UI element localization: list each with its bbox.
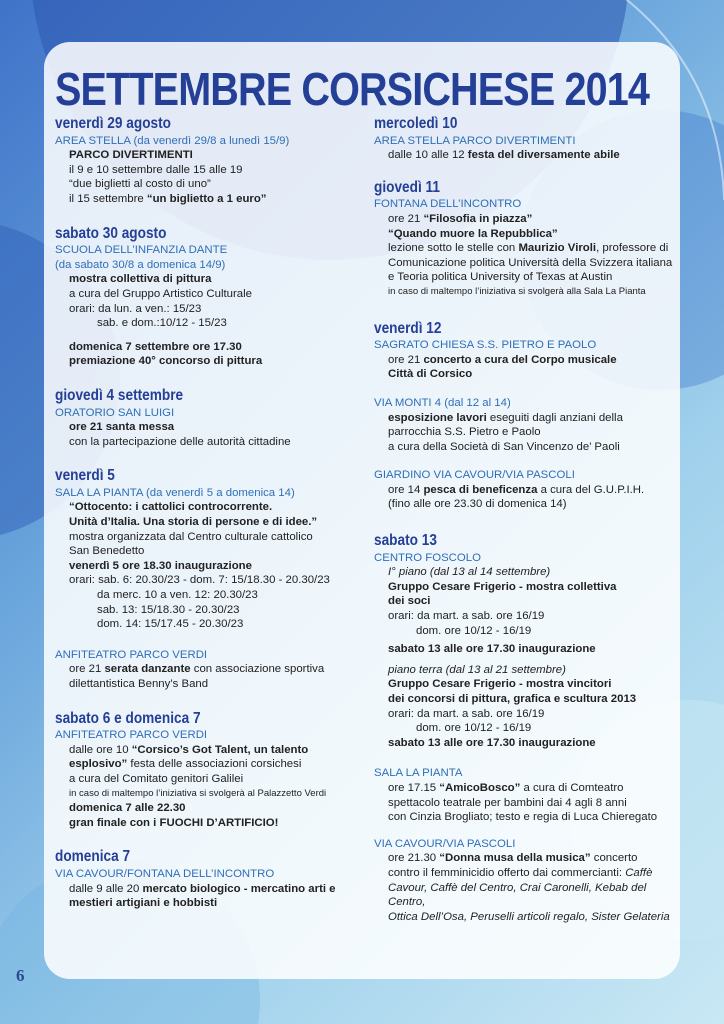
event-line bbox=[374, 866, 674, 881]
text: , professore di bbox=[596, 242, 669, 255]
event-line: domenica 7 alle 22.30 bbox=[69, 802, 186, 815]
location: SAGRATO CHIESA S.S. PIETRO E PAOLO bbox=[374, 339, 597, 352]
text-italic: Caffè bbox=[625, 866, 653, 879]
event-line: spettacolo teatrale per bambini dai 4 agli 8 anni bbox=[388, 796, 627, 809]
page-number: 6 bbox=[16, 966, 25, 985]
event-line: piano terra (dal 13 al 21 settembre) bbox=[388, 663, 566, 676]
event-line bbox=[374, 411, 674, 426]
text: ore 21 bbox=[69, 663, 105, 676]
event-line: “Ottocento: i cattolici controcorrente. bbox=[69, 501, 273, 514]
location: VIA CAVOUR/FONTANA DELL’INCONTRO bbox=[55, 867, 275, 880]
event-line bbox=[374, 851, 674, 866]
day-heading: venerdì 29 agosto bbox=[55, 115, 171, 132]
event-30-agosto bbox=[55, 224, 355, 369]
event-line: mestieri artigiani e hobbisti bbox=[69, 897, 218, 910]
day-heading: mercoledì 10 bbox=[374, 115, 458, 132]
event-line bbox=[55, 882, 355, 897]
day-heading: sabato 13 bbox=[374, 532, 437, 550]
text-bold: esplosivo” bbox=[69, 758, 128, 771]
event-line: in caso di maltempo l’iniziativa si svolgerà al Palazzetto Verdi bbox=[69, 787, 327, 799]
event-line: gran finale con i FUOCHI D’ARTIFICIO! bbox=[69, 816, 279, 829]
event-line: dei soci bbox=[388, 595, 431, 608]
event-line: a cura del Gruppo Artistico Culturale bbox=[69, 287, 252, 300]
text: a cura del G.U.P.I.H. bbox=[537, 483, 645, 496]
text: a cura di Comteatro bbox=[520, 781, 624, 794]
event-line: orari: sab. 6: 20.30/23 - dom. 7: 15/18.30 - 20.30/23 bbox=[69, 574, 330, 587]
event-line bbox=[55, 662, 355, 677]
event-line: dom. ore 10/12 - 16/19 bbox=[416, 722, 532, 735]
location: (da sabato 30/8 a domenica 14/9) bbox=[55, 258, 226, 271]
event-line: dom. 14: 15/17.45 - 20.30/23 bbox=[97, 618, 244, 631]
text-bold: festa del diversamente abile bbox=[467, 149, 620, 162]
event-line: con la partecipazione delle autorità cittadine bbox=[69, 435, 291, 448]
event-line: mostra organizzata dal Centro culturale cattolico bbox=[69, 530, 313, 543]
event-venerdi-12 bbox=[374, 319, 674, 513]
text: festa delle associazioni corsichesi bbox=[127, 758, 302, 771]
text: concerto bbox=[590, 852, 638, 865]
text-bold: mercato biologico - mercatino arti e bbox=[142, 882, 336, 895]
event-giovedi-11 bbox=[374, 178, 674, 300]
text-bold: Maurizio Viroli bbox=[518, 242, 597, 255]
text: ore 21 bbox=[388, 353, 424, 366]
event-line: dilettantistica Benny’s Band bbox=[69, 678, 209, 690]
right-column bbox=[374, 117, 674, 938]
text-bold: “Donna musa della musica” bbox=[439, 852, 591, 865]
event-line: il 9 e 10 settembre dalle 15 alle 19 bbox=[69, 163, 243, 176]
event-line: “due biglietti al costo di uno” bbox=[69, 178, 211, 191]
location: AREA STELLA PARCO DIVERTIMENTI bbox=[374, 134, 576, 147]
event-line: PARCO DIVERTIMENTI bbox=[69, 149, 193, 162]
event-line: sabato 13 alle ore 17.30 inaugurazione bbox=[388, 736, 596, 749]
event-line: (fino alle ore 23.30 di domenica 14) bbox=[388, 498, 567, 511]
text: dalle 10 alle 12 bbox=[388, 149, 468, 162]
text: lezione sotto le stelle con bbox=[388, 242, 519, 255]
event-line bbox=[374, 148, 674, 163]
text: ore 14 bbox=[388, 483, 424, 496]
event-6-7-settembre bbox=[55, 709, 355, 831]
event-line: Gruppo Cesare Frigerio - mostra vincitori bbox=[388, 678, 612, 691]
event-line: Ottica Dell’Osa, Peruselli articoli regalo, Sister Gelateria bbox=[388, 910, 670, 923]
event-line: orari: da mart. a sab. ore 16/19 bbox=[388, 610, 545, 623]
event-line: e Teoria politica University of Texas at Austin bbox=[388, 271, 613, 284]
text-bold: esposizione lavori bbox=[388, 411, 487, 424]
event-29-agosto bbox=[55, 117, 355, 207]
event-line bbox=[374, 781, 674, 796]
text-bold: pesca di beneficenza bbox=[423, 483, 538, 496]
location: SALA LA PIANTA bbox=[374, 767, 463, 780]
event-domenica-7 bbox=[55, 850, 355, 910]
location: ANFITEATRO PARCO VERDI bbox=[55, 648, 208, 661]
location: FONTANA DELL’INCONTRO bbox=[374, 198, 522, 211]
text-bold: “Filosofia in piazza” bbox=[423, 212, 533, 225]
event-line: mostra collettiva di pittura bbox=[69, 273, 212, 286]
page-title: SETTEMBRE CORSICHESE 2014 bbox=[55, 63, 650, 115]
event-line: da merc. 10 a ven. 12: 20.30/23 bbox=[97, 589, 258, 602]
text: dalle 9 alle 20 bbox=[69, 882, 143, 895]
event-mercoledi-10 bbox=[374, 117, 674, 163]
event-5-settembre bbox=[55, 469, 355, 691]
day-heading: venerdì 5 bbox=[55, 467, 115, 485]
event-line bbox=[374, 353, 674, 368]
text: con associazione sportiva bbox=[190, 663, 325, 676]
event-line: Comunicazione politica Università della Svizzera italiana bbox=[388, 256, 673, 269]
event-line: orari: da lun. a ven.: 15/23 bbox=[69, 302, 202, 315]
location: AREA STELLA (da venerdì 29/8 a lunedì 15/9) bbox=[55, 134, 290, 147]
location: SALA LA PIANTA (da venerdì 5 a domenica 14) bbox=[55, 486, 295, 499]
event-line: dom. ore 10/12 - 16/19 bbox=[416, 624, 532, 637]
event-line: sab. 13: 15/18.30 - 20.30/23 bbox=[97, 603, 240, 616]
event-line: “Quando muore la Repubblica” bbox=[388, 227, 558, 240]
event-line: domenica 7 settembre ore 17.30 bbox=[69, 340, 242, 353]
text-bold: “AmicoBosco” bbox=[439, 781, 521, 794]
event-line bbox=[374, 241, 674, 256]
event-line: parrocchia S.S. Pietro e Paolo bbox=[388, 426, 541, 439]
event-line: San Benedetto bbox=[69, 545, 145, 558]
location: CENTRO FOSCOLO bbox=[374, 551, 481, 564]
event-line: Cavour, Caffè del Centro, Crai Caronelli, Kebab del Centro, bbox=[388, 881, 647, 909]
text: dalle ore 10 bbox=[69, 743, 132, 756]
text-bold: “Corsico’s Got Talent, un talento bbox=[131, 743, 309, 756]
left-column bbox=[55, 117, 355, 925]
location: GIARDINO VIA CAVOUR/VIA PASCOLI bbox=[374, 469, 575, 482]
text: il 15 settembre bbox=[69, 192, 147, 205]
event-line: in caso di maltempo l’iniziativa si svolgerà alla Sala La Pianta bbox=[388, 285, 646, 297]
location: VIA CAVOUR/VIA PASCOLI bbox=[374, 837, 516, 850]
day-heading: venerdì 12 bbox=[374, 319, 442, 337]
event-line: sabato 13 alle ore 17.30 inaugurazione bbox=[388, 643, 596, 656]
text-bold: concerto a cura del Corpo musicale bbox=[423, 353, 617, 366]
location: ORATORIO SAN LUIGI bbox=[55, 406, 175, 419]
text: ore 21 bbox=[388, 212, 424, 225]
event-line bbox=[55, 757, 355, 772]
event-line: Città di Corsico bbox=[388, 368, 473, 381]
event-line: a cura della Società di San Vincenzo de’ Paoli bbox=[388, 440, 620, 453]
event-line: dei concorsi di pittura, grafica e scultura 2013 bbox=[388, 693, 637, 705]
location: VIA MONTI 4 (dal 12 al 14) bbox=[374, 396, 511, 409]
text: ore 17.15 bbox=[388, 781, 440, 794]
event-line bbox=[374, 483, 674, 498]
event-4-settembre bbox=[55, 386, 355, 449]
event-line: orari: da mart. a sab. ore 16/19 bbox=[388, 707, 545, 720]
day-heading: giovedì 4 settembre bbox=[55, 386, 184, 404]
text-bold: serata danzante bbox=[104, 663, 191, 676]
event-sabato-13 bbox=[374, 534, 674, 924]
text: eseguiti dagli anziani della bbox=[486, 411, 623, 424]
text: contro il femminicidio offerto dai commercianti: bbox=[388, 866, 626, 879]
event-line: venerdì 5 ore 18.30 inaugurazione bbox=[69, 559, 252, 572]
event-line: I° piano (dal 13 al 14 settembre) bbox=[388, 566, 551, 579]
event-line: sab. e dom.:10/12 - 15/23 bbox=[97, 317, 227, 330]
location: SCUOLA DELL’INFANZIA DANTE bbox=[55, 244, 228, 257]
text-bold: “un biglietto a 1 euro” bbox=[146, 192, 267, 205]
event-line bbox=[374, 212, 674, 227]
event-line: con Cinzia Brogliato; testo e regia di Luca Chieregato bbox=[388, 811, 658, 824]
day-heading: giovedì 11 bbox=[374, 178, 440, 196]
text: ore 21.30 bbox=[388, 852, 440, 865]
event-line: premiazione 40° concorso di pittura bbox=[69, 355, 263, 368]
location: ANFITEATRO PARCO VERDI bbox=[55, 729, 208, 742]
day-heading: domenica 7 bbox=[55, 848, 131, 866]
day-heading: sabato 6 e domenica 7 bbox=[55, 709, 201, 727]
event-line: a cura del Comitato genitori Galilei bbox=[69, 772, 244, 785]
day-heading: sabato 30 agosto bbox=[55, 224, 167, 242]
event-line: ore 21 santa messa bbox=[69, 421, 175, 434]
event-line: Unità d’Italia. Una storia di persone e di idee.” bbox=[69, 516, 318, 529]
event-line: Gruppo Cesare Frigerio - mostra collettiva bbox=[388, 580, 617, 593]
event-line bbox=[55, 192, 355, 207]
event-line bbox=[55, 743, 355, 758]
